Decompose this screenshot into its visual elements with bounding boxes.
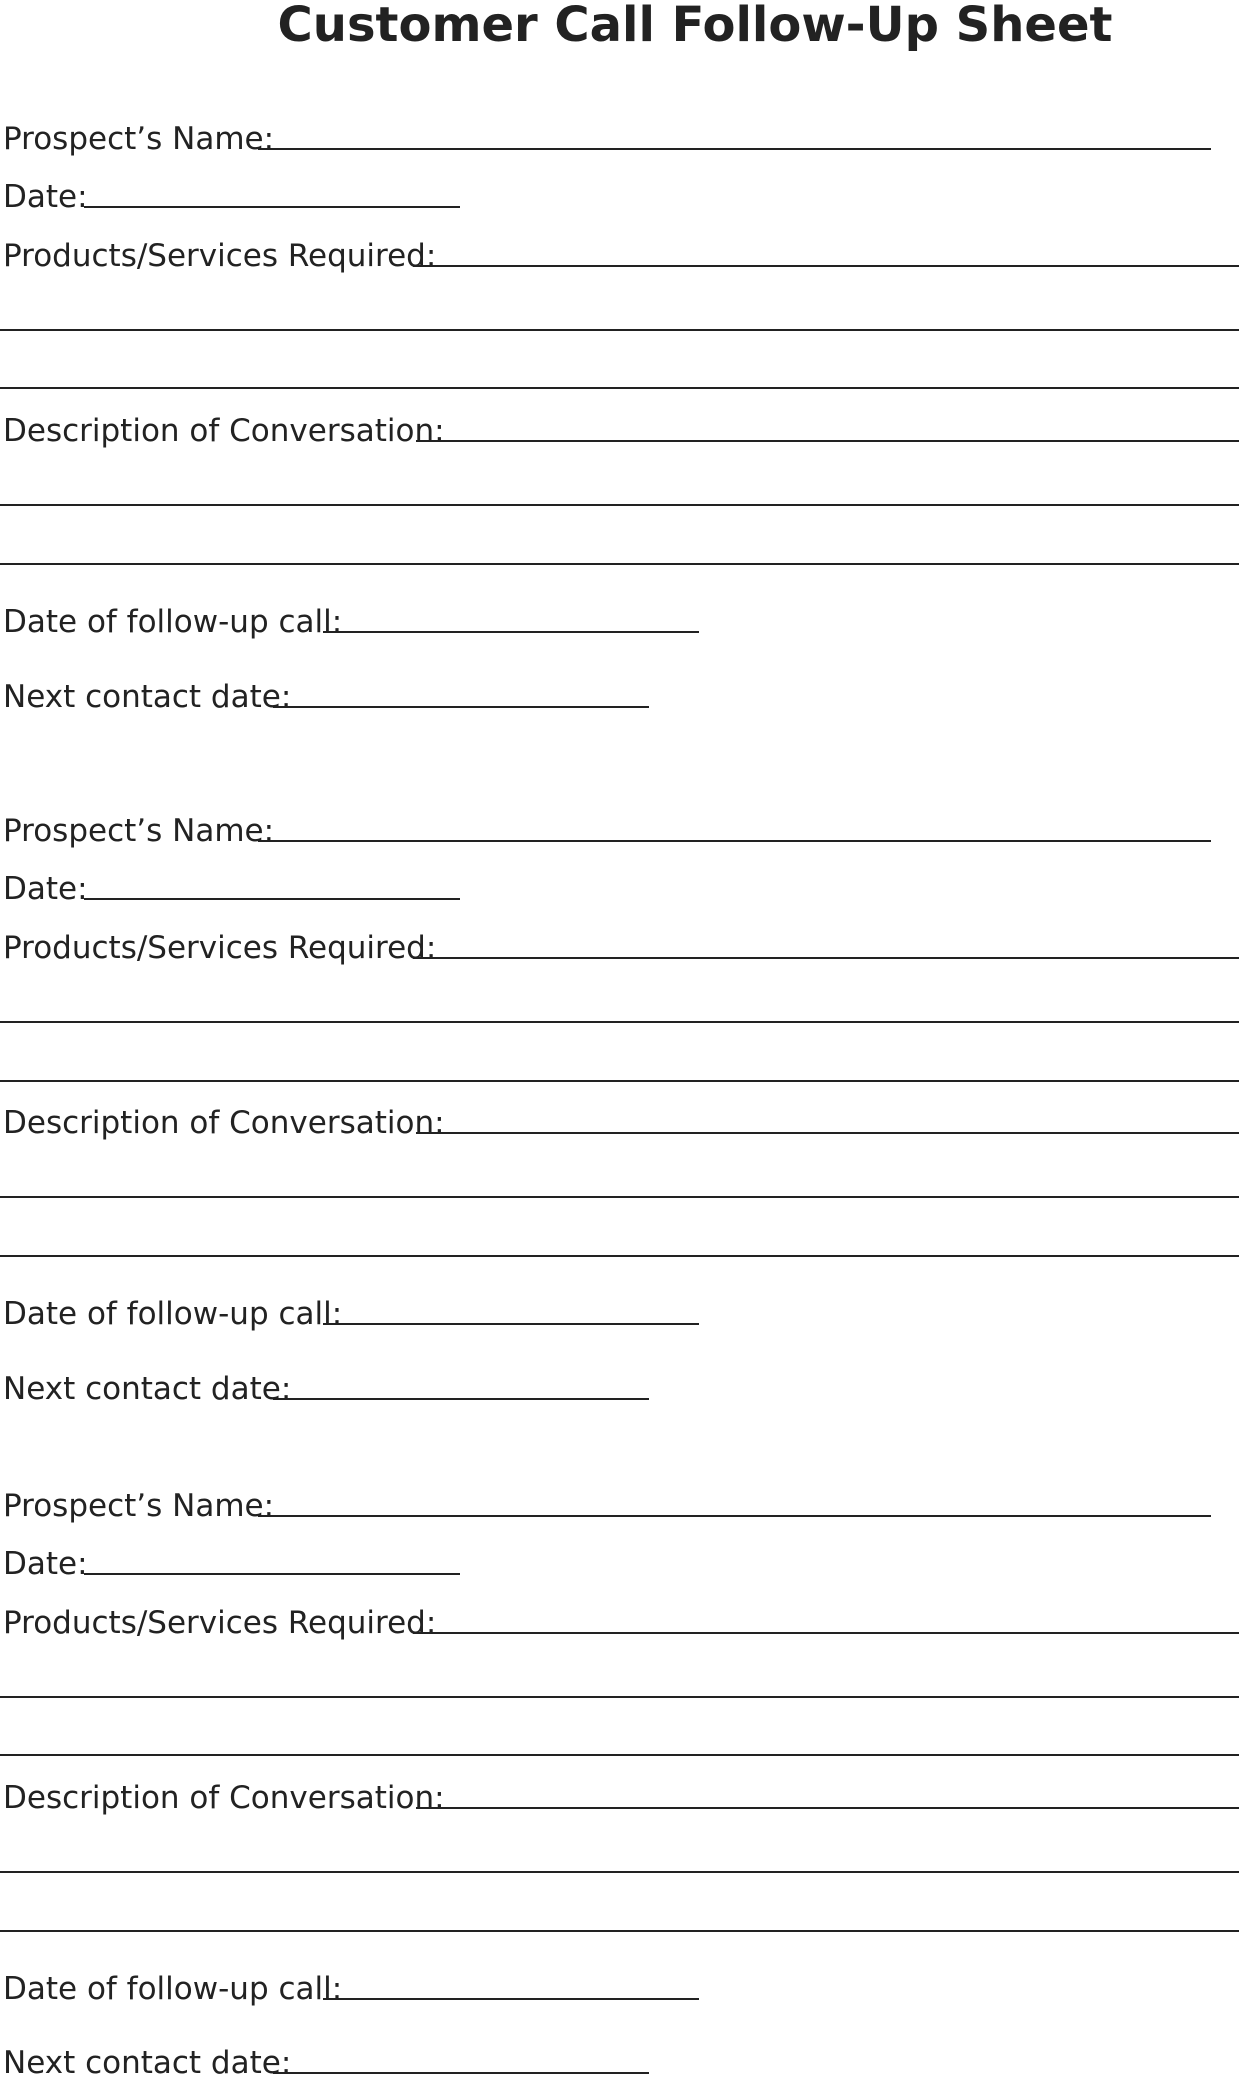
description-extra-line[interactable] bbox=[0, 1930, 1239, 1932]
description-extra-line[interactable] bbox=[0, 1196, 1239, 1198]
description-row bbox=[0, 406, 1240, 454]
products-extra-line[interactable] bbox=[0, 1754, 1239, 1756]
products-row bbox=[0, 1598, 1240, 1646]
date-field[interactable] bbox=[84, 206, 460, 208]
description-label: Description of Conversation: bbox=[3, 1780, 445, 1816]
date-label: Date: bbox=[3, 1546, 88, 1582]
prospect-name-field[interactable] bbox=[258, 1515, 1211, 1517]
followup-row bbox=[0, 597, 1240, 645]
next-contact-field[interactable] bbox=[273, 1398, 649, 1400]
followup-row bbox=[0, 1289, 1240, 1337]
description-extra-line[interactable] bbox=[0, 1871, 1239, 1873]
prospect-name-field[interactable] bbox=[258, 840, 1211, 842]
followup-field[interactable] bbox=[323, 1323, 699, 1325]
date-label: Date: bbox=[3, 179, 88, 215]
followup-label: Date of follow-up call: bbox=[3, 604, 343, 640]
products-field[interactable] bbox=[413, 957, 1239, 959]
next-contact-field[interactable] bbox=[273, 706, 649, 708]
date-field[interactable] bbox=[84, 1573, 460, 1575]
products-extra-line[interactable] bbox=[0, 387, 1239, 389]
date-row bbox=[0, 864, 1240, 912]
next-contact-label: Next contact date: bbox=[3, 679, 292, 715]
prospect-name-row bbox=[0, 114, 1240, 162]
prospect-name-field[interactable] bbox=[258, 148, 1211, 150]
products-row bbox=[0, 231, 1240, 279]
description-row bbox=[0, 1773, 1240, 1821]
products-row bbox=[0, 923, 1240, 971]
followup-label: Date of follow-up call: bbox=[3, 1296, 343, 1332]
next-contact-field[interactable] bbox=[273, 2072, 649, 2074]
date-row bbox=[0, 1539, 1240, 1587]
date-field[interactable] bbox=[84, 898, 460, 900]
next-contact-row bbox=[0, 672, 1240, 720]
description-label: Description of Conversation: bbox=[3, 413, 445, 449]
next-contact-row bbox=[0, 2038, 1240, 2086]
date-row bbox=[0, 172, 1240, 220]
description-row bbox=[0, 1098, 1240, 1146]
products-label: Products/Services Required: bbox=[3, 930, 437, 966]
description-field[interactable] bbox=[416, 440, 1239, 442]
prospect-name-row bbox=[0, 1481, 1240, 1529]
products-extra-line[interactable] bbox=[0, 1080, 1239, 1082]
description-extra-line[interactable] bbox=[0, 563, 1239, 565]
page-title: Customer Call Follow-Up Sheet bbox=[277, 0, 1113, 53]
prospect-name-row bbox=[0, 806, 1240, 854]
products-label: Products/Services Required: bbox=[3, 1605, 437, 1641]
products-extra-line[interactable] bbox=[0, 1696, 1239, 1698]
next-contact-label: Next contact date: bbox=[3, 2045, 292, 2081]
next-contact-row bbox=[0, 1364, 1240, 1412]
date-label: Date: bbox=[3, 871, 88, 907]
followup-field[interactable] bbox=[323, 631, 699, 633]
description-extra-line[interactable] bbox=[0, 1255, 1239, 1257]
products-extra-line[interactable] bbox=[0, 1021, 1239, 1023]
prospect-name-label: Prospect’s Name: bbox=[3, 1488, 275, 1524]
products-field[interactable] bbox=[413, 1632, 1239, 1634]
description-field[interactable] bbox=[416, 1132, 1239, 1134]
description-field[interactable] bbox=[416, 1807, 1239, 1809]
followup-row bbox=[0, 1964, 1240, 2012]
products-extra-line[interactable] bbox=[0, 329, 1239, 331]
products-field[interactable] bbox=[413, 265, 1239, 267]
products-label: Products/Services Required: bbox=[3, 238, 437, 274]
followup-field[interactable] bbox=[323, 1998, 699, 2000]
next-contact-label: Next contact date: bbox=[3, 1371, 292, 1407]
followup-label: Date of follow-up call: bbox=[3, 1971, 343, 2007]
description-label: Description of Conversation: bbox=[3, 1105, 445, 1141]
prospect-name-label: Prospect’s Name: bbox=[3, 813, 275, 849]
description-extra-line[interactable] bbox=[0, 504, 1239, 506]
prospect-name-label: Prospect’s Name: bbox=[3, 121, 275, 157]
